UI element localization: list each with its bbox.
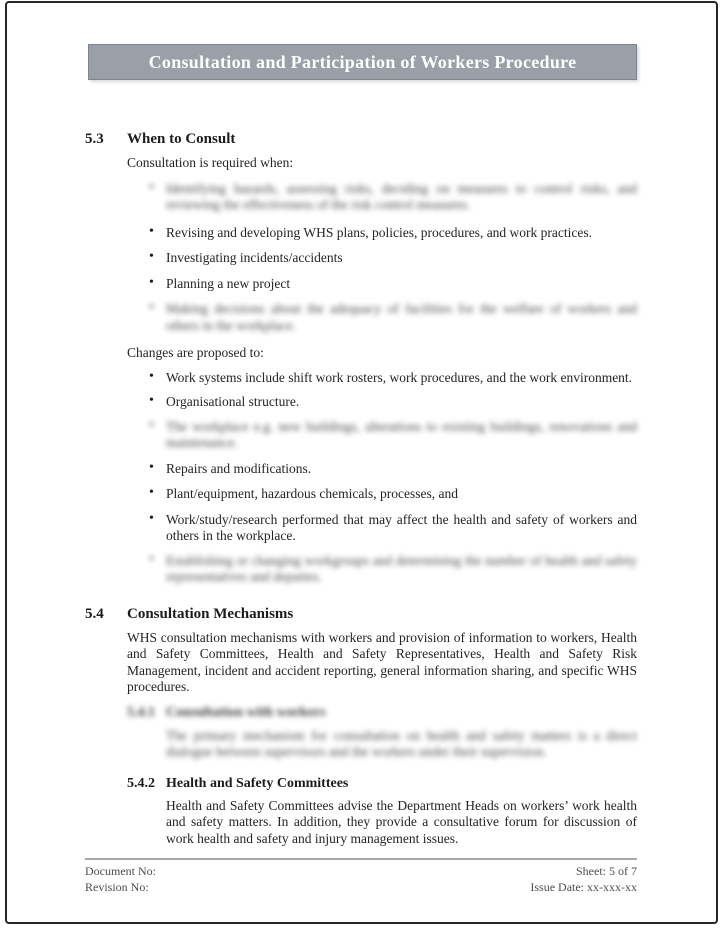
list-item-text: Work systems include shift work rosters, work procedures, and the work environment.: [166, 369, 633, 385]
section-5-4-2-heading: [127, 775, 637, 792]
section-5-3-heading: [85, 130, 637, 149]
list-item-text: Establishing or changing workgroups and determining the number of health and safety representatives and deputies.: [166, 552, 637, 584]
section-5-4-1-title: Consultation with workers: [166, 704, 326, 720]
list-item-blurred: [148, 553, 637, 586]
page-footer: [85, 858, 637, 895]
list-item: [148, 461, 637, 478]
document-title-bar: [88, 44, 637, 80]
section-5-4-number: 5.4: [85, 605, 104, 622]
body-paragraph-blurred: The primary mechanism for consultation on health and safety matters is a direct dialogue between supervisors and the workers under their supervision.: [166, 727, 637, 759]
body-paragraph: WHS consultation mechanisms with workers and provision of information to workers, Health and Safety Committees, Health and Safety Representatives, Health and Safety Risk Management, incident and accident reporting, general information sharing, and specific WHS procedures.: [127, 629, 637, 694]
section-5-3-title: When to Consult: [127, 131, 236, 147]
list-item-text: Plant/equipment, hazardous chemicals, processes, and: [166, 486, 459, 501]
section-5-4-heading: [85, 605, 637, 624]
list-item-text: Repairs and modifications.: [166, 460, 312, 476]
list-item: [148, 276, 637, 293]
section-5-4-1-number: 5.4.1: [127, 704, 155, 720]
list-item: [148, 486, 637, 503]
list-item: [148, 250, 637, 267]
list-item-text: Making decisions about the adequacy of facilities for the welfare of workers and others in the workplace.: [166, 301, 637, 333]
list-item-blurred: [148, 419, 637, 452]
list-item: [148, 370, 637, 387]
issue-date: Issue Date: xx-xxx-xx: [530, 880, 637, 894]
list-item-blurred: [148, 181, 637, 214]
revision-no-label: Revision No:: [85, 880, 149, 894]
list-item-text: Work/study/research performed that may affect the health and safety of workers and others in the workplace.: [166, 511, 637, 543]
intro-paragraph: Consultation is required when:: [127, 155, 294, 170]
section-5-3-body: [127, 155, 637, 586]
section-5-4-1-heading-blurred: [127, 704, 637, 721]
footer-left: [85, 863, 156, 895]
sheet-number: Sheet: 5 of 7: [576, 864, 637, 878]
list-item: [148, 394, 637, 411]
document-title: Consultation and Participation of Workers Procedure: [148, 52, 577, 72]
list-item-blurred: [148, 301, 637, 334]
document-content: [7, 130, 716, 847]
list-item: [148, 512, 637, 545]
document-no-label: Document No:: [85, 864, 156, 878]
section-5-4-title: Consultation Mechanisms: [127, 605, 294, 622]
section-5-4-2-title: Health and Safety Committees: [166, 775, 349, 791]
list-item-text: Revising and developing WHS plans, policies, procedures, and work practices.: [166, 224, 593, 240]
list-item-text: The workplace e.g. new buildings, alterations to existing buildings, renovations and maintenance.: [166, 418, 637, 450]
body-paragraph: Health and Safety Committees advise the Department Heads on workers’ work health and safety matters. In addition, they provide a consultative forum for discussion of work health and safety and injury management issues.: [166, 797, 637, 846]
section-5-4-body: [127, 630, 637, 848]
list-item: [148, 225, 637, 242]
list-item-text: Planning a new project: [166, 275, 291, 291]
list-item-text: Investigating incidents/accidents: [166, 250, 343, 265]
footer-right: [530, 863, 637, 895]
section-5-3-number: 5.3: [85, 131, 104, 147]
section-5-4-2-number: 5.4.2: [127, 775, 155, 791]
list-item-text: Identifying hazards, assessing risks, deciding on measures to control risks, and reviewing the effectiveness of the risk control measures.: [166, 180, 637, 212]
intro-paragraph: Changes are proposed to:: [127, 345, 264, 360]
page-frame: [5, 1, 718, 924]
list-item-text: Organisational structure.: [166, 394, 300, 409]
